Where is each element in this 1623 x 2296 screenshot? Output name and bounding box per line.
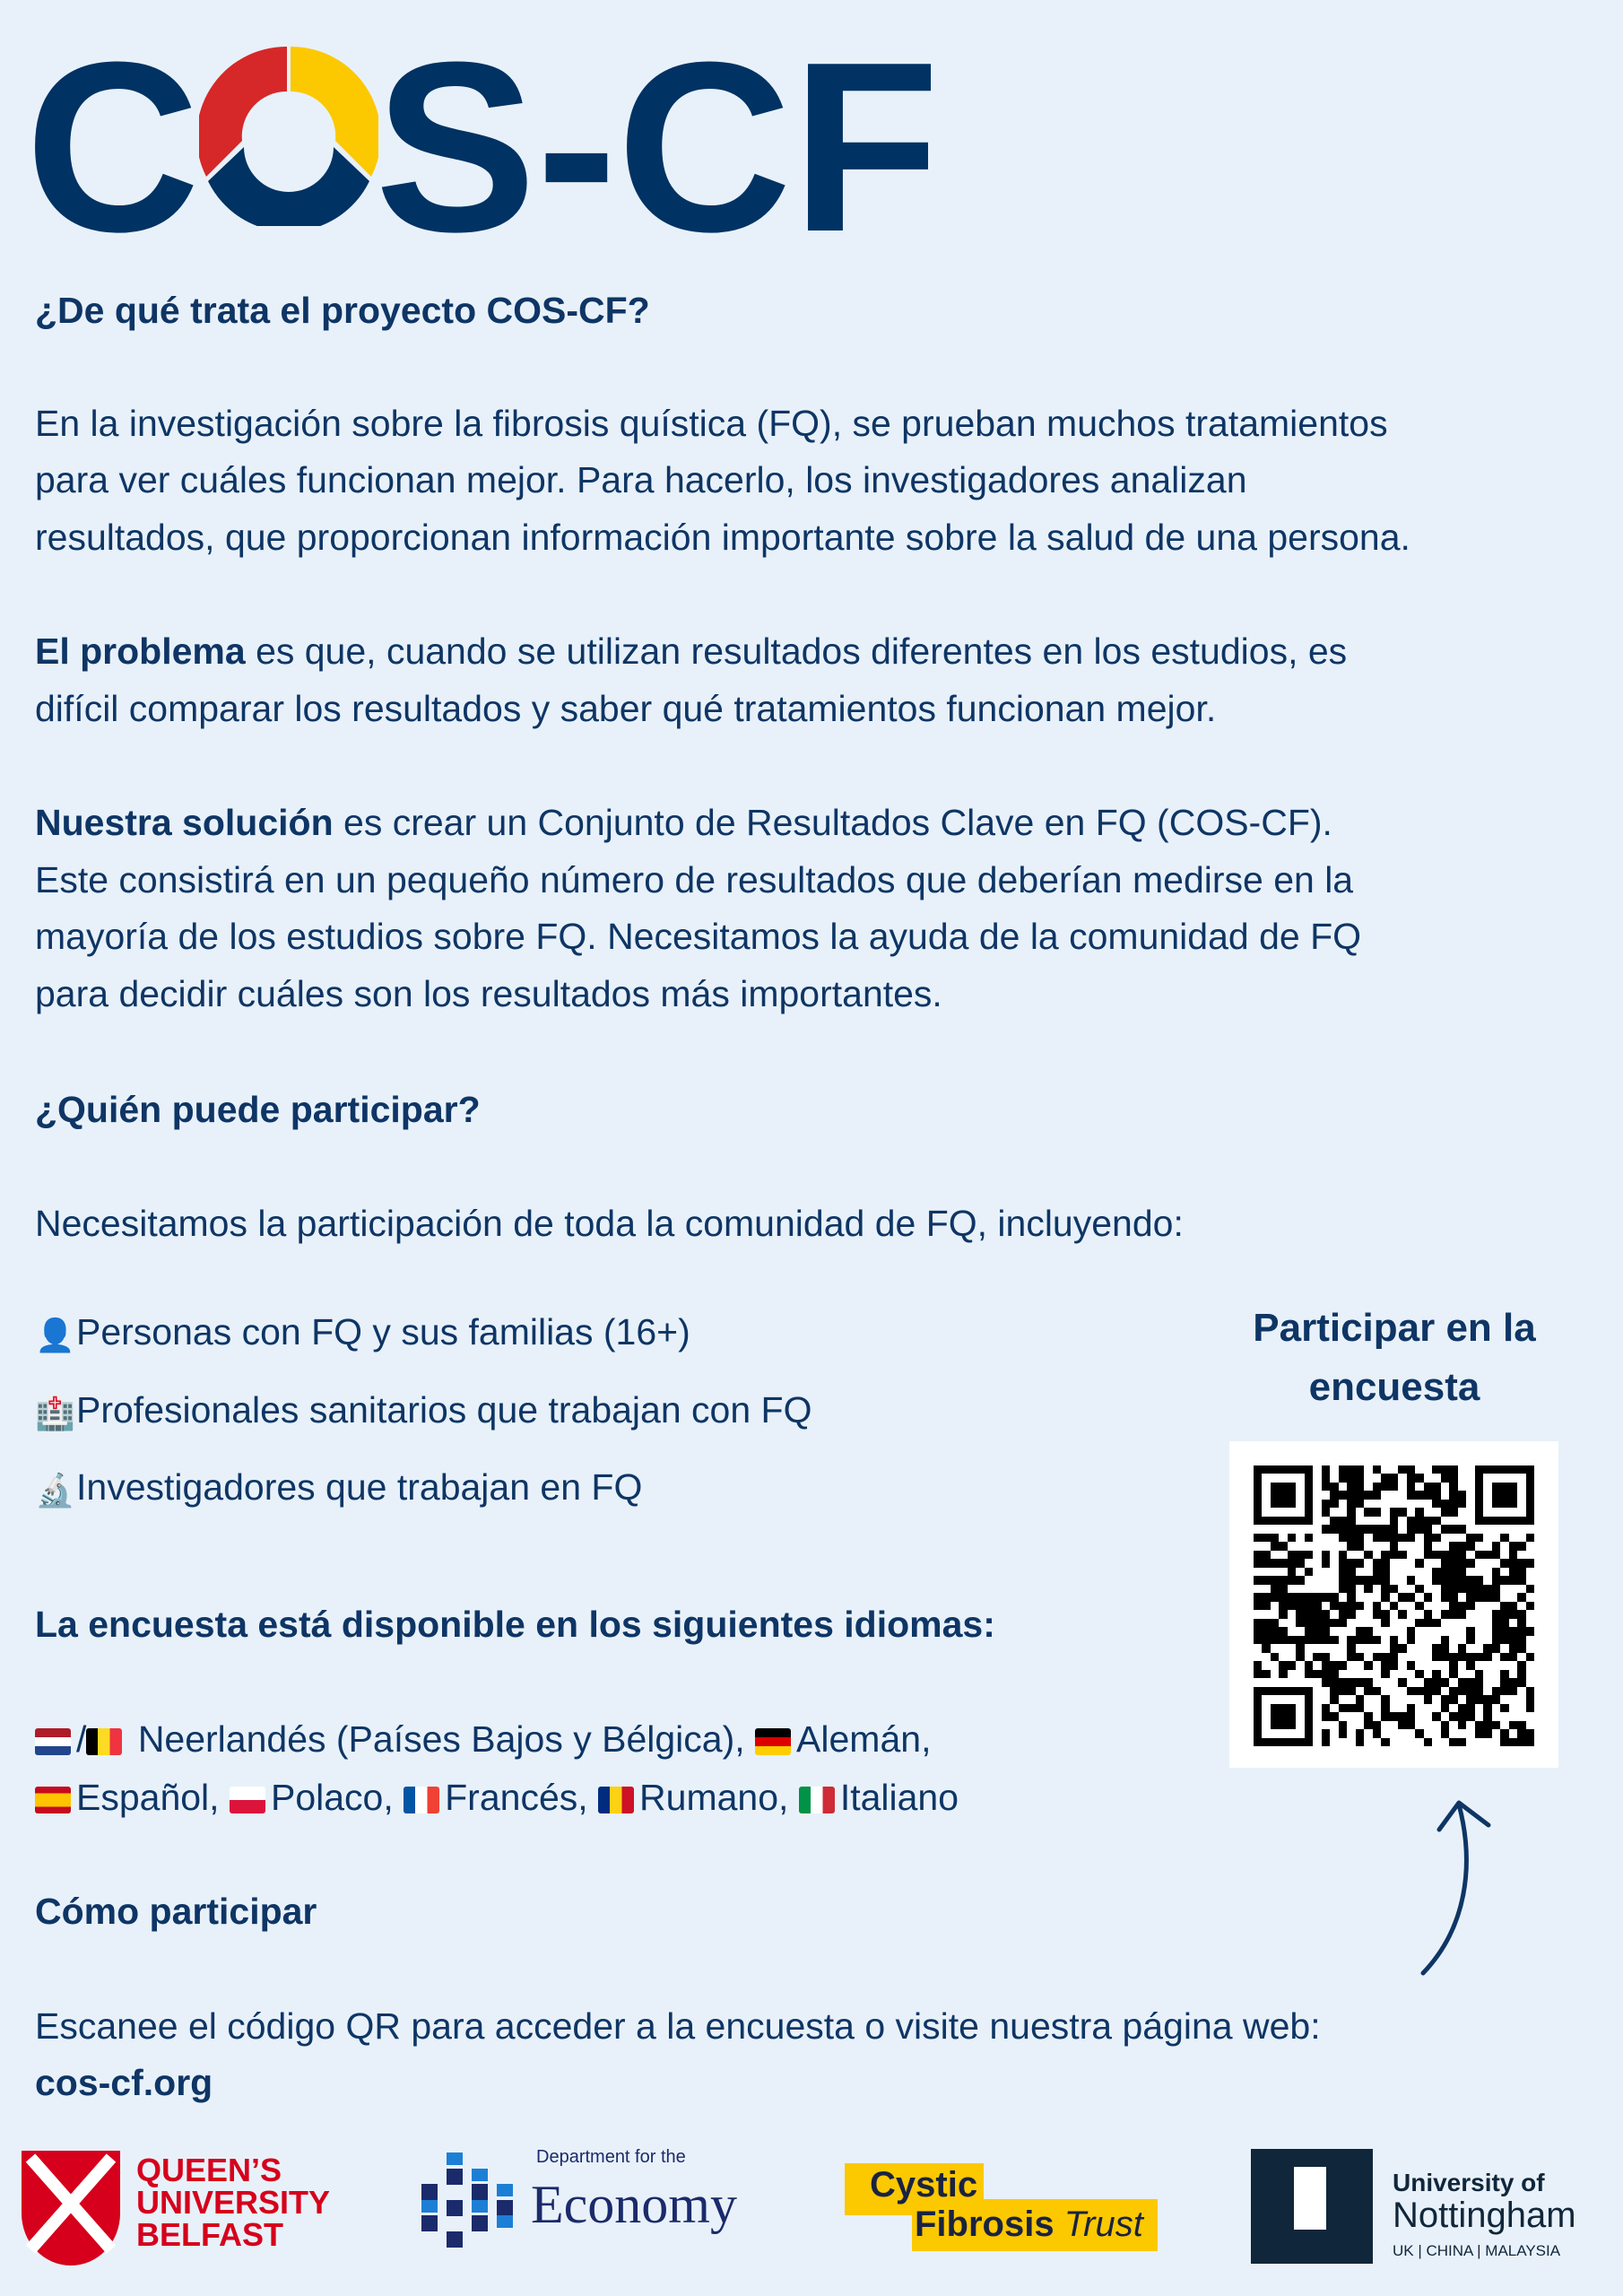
participant-item bbox=[35, 1303, 690, 1364]
qub-text: BELFAST bbox=[136, 2216, 284, 2253]
language-label: Francés, bbox=[445, 1777, 588, 1818]
department-for-economy-logo bbox=[421, 2144, 753, 2269]
belgium-flag-icon bbox=[86, 1728, 122, 1755]
solution-line: Este consistirá en un pequeño número de resultados que deberían medirse en la bbox=[35, 859, 1354, 900]
cft-text: Cystic bbox=[870, 2165, 978, 2205]
solution-line: para decidir cuáles son los resultados más importantes. bbox=[35, 973, 942, 1014]
nottingham-text: UK | CHINA | MALAYSIA bbox=[1393, 2242, 1561, 2259]
qub-text: QUEEN’S bbox=[136, 2152, 282, 2188]
cystic-fibrosis-trust-logo bbox=[845, 2144, 1159, 2269]
spain-flag-icon bbox=[35, 1787, 71, 1813]
person-icon: 👤 bbox=[35, 1317, 75, 1353]
romania-flag-icon bbox=[598, 1787, 634, 1813]
website-link[interactable]: cos-cf.org bbox=[35, 2062, 213, 2103]
participant-item bbox=[35, 1381, 812, 1442]
problem-label: El problema bbox=[35, 631, 246, 672]
germany-flag-icon bbox=[755, 1728, 791, 1755]
cos-cf-logo bbox=[0, 0, 986, 283]
cft-text: Trust bbox=[1063, 2205, 1143, 2244]
microscope-icon: 🔬 bbox=[35, 1472, 75, 1509]
hospital-icon: 🏥 bbox=[35, 1395, 75, 1431]
economy-text: Economy bbox=[531, 2175, 737, 2234]
intro-line: para ver cuáles funcionan mejor. Para hacerlo, los investigadores analizan bbox=[35, 459, 1247, 500]
nottingham-text: Nottingham bbox=[1393, 2196, 1576, 2235]
survey-qr-code[interactable] bbox=[1229, 1441, 1558, 1768]
arrow-up-icon bbox=[1412, 1794, 1502, 1982]
who-heading: ¿Quién puede participar? bbox=[35, 1089, 481, 1130]
queens-university-belfast-logo bbox=[22, 2144, 335, 2269]
problem-text: es que, cuando se utilizan resultados diferentes en los estudios, es bbox=[245, 631, 1348, 672]
solution-text: es crear un Conjunto de Resultados Clave en FQ (COS-CF). bbox=[333, 802, 1332, 843]
intro-line: En la investigación sobre la fibrosis quística (FQ), se prueban muchos tratamientos bbox=[35, 403, 1388, 444]
problem-line: difícil comparar los resultados y saber qué tratamientos funcionan mejor. bbox=[35, 688, 1217, 729]
solution-line bbox=[35, 794, 1332, 851]
how-text: Escanee el código QR para acceder a la encuesta o visite nuestra página web: bbox=[35, 2005, 1321, 2047]
netherlands-flag-icon bbox=[35, 1728, 71, 1755]
intro-line: resultados, que proporcionan información importante sobre la salud de una persona. bbox=[35, 517, 1410, 558]
intro-heading: ¿De qué trata el proyecto COS-CF? bbox=[35, 290, 650, 331]
logo-text-scf: S-CF bbox=[375, 13, 940, 283]
participant-label: Personas con FQ y sus familias (16+) bbox=[76, 1311, 690, 1352]
qub-text: UNIVERSITY bbox=[136, 2184, 331, 2221]
language-label: Italiano bbox=[839, 1777, 959, 1818]
participant-label: Investigadores que trabajan en FQ bbox=[76, 1466, 643, 1508]
logo-letter-c: C bbox=[25, 13, 200, 283]
cft-text: Fibrosis bbox=[915, 2205, 1055, 2244]
how-heading: Cómo participar bbox=[35, 1891, 317, 1932]
participant-label: Profesionales sanitarios que trabajan con FQ bbox=[76, 1389, 812, 1431]
puzzle-o-icon bbox=[199, 47, 378, 226]
economy-hexagons-icon bbox=[421, 2152, 516, 2265]
survey-title bbox=[1211, 1299, 1578, 1417]
language-label: Español, bbox=[76, 1777, 220, 1818]
nottingham-text: University of bbox=[1393, 2169, 1545, 2196]
survey-title-line: Participar en la bbox=[1253, 1306, 1536, 1350]
language-label: Alemán, bbox=[796, 1718, 932, 1760]
problem-line bbox=[35, 622, 1347, 680]
languages-line bbox=[35, 1769, 959, 1826]
who-text: Necesitamos la participación de toda la comunidad de FQ, incluyendo: bbox=[35, 1203, 1184, 1244]
solution-label: Nuestra solución bbox=[35, 802, 334, 843]
language-label: Polaco, bbox=[270, 1777, 394, 1818]
nottingham-castle-icon bbox=[1251, 2149, 1373, 2264]
france-flag-icon bbox=[404, 1787, 439, 1813]
languages-line: / Neerlandés (Países Bajos y Bélgica), Alemán, bbox=[35, 1710, 931, 1768]
economy-small-text: Department for the bbox=[536, 2147, 686, 2167]
language-label: Neerlandés (Países Bajos y Bélgica), bbox=[137, 1718, 745, 1760]
solution-line: mayoría de los estudios sobre FQ. Necesitamos la ayuda de la comunidad de FQ bbox=[35, 916, 1362, 957]
survey-title-line: encuesta bbox=[1308, 1365, 1480, 1409]
participant-item bbox=[35, 1458, 642, 1519]
qub-shield-icon bbox=[22, 2151, 120, 2266]
university-of-nottingham-logo bbox=[1251, 2144, 1592, 2269]
poland-flag-icon bbox=[230, 1787, 265, 1813]
languages-heading: La encuesta está disponible en los siguientes idiomas: bbox=[35, 1604, 995, 1645]
italy-flag-icon bbox=[799, 1787, 835, 1813]
language-label: Rumano, bbox=[639, 1777, 789, 1818]
